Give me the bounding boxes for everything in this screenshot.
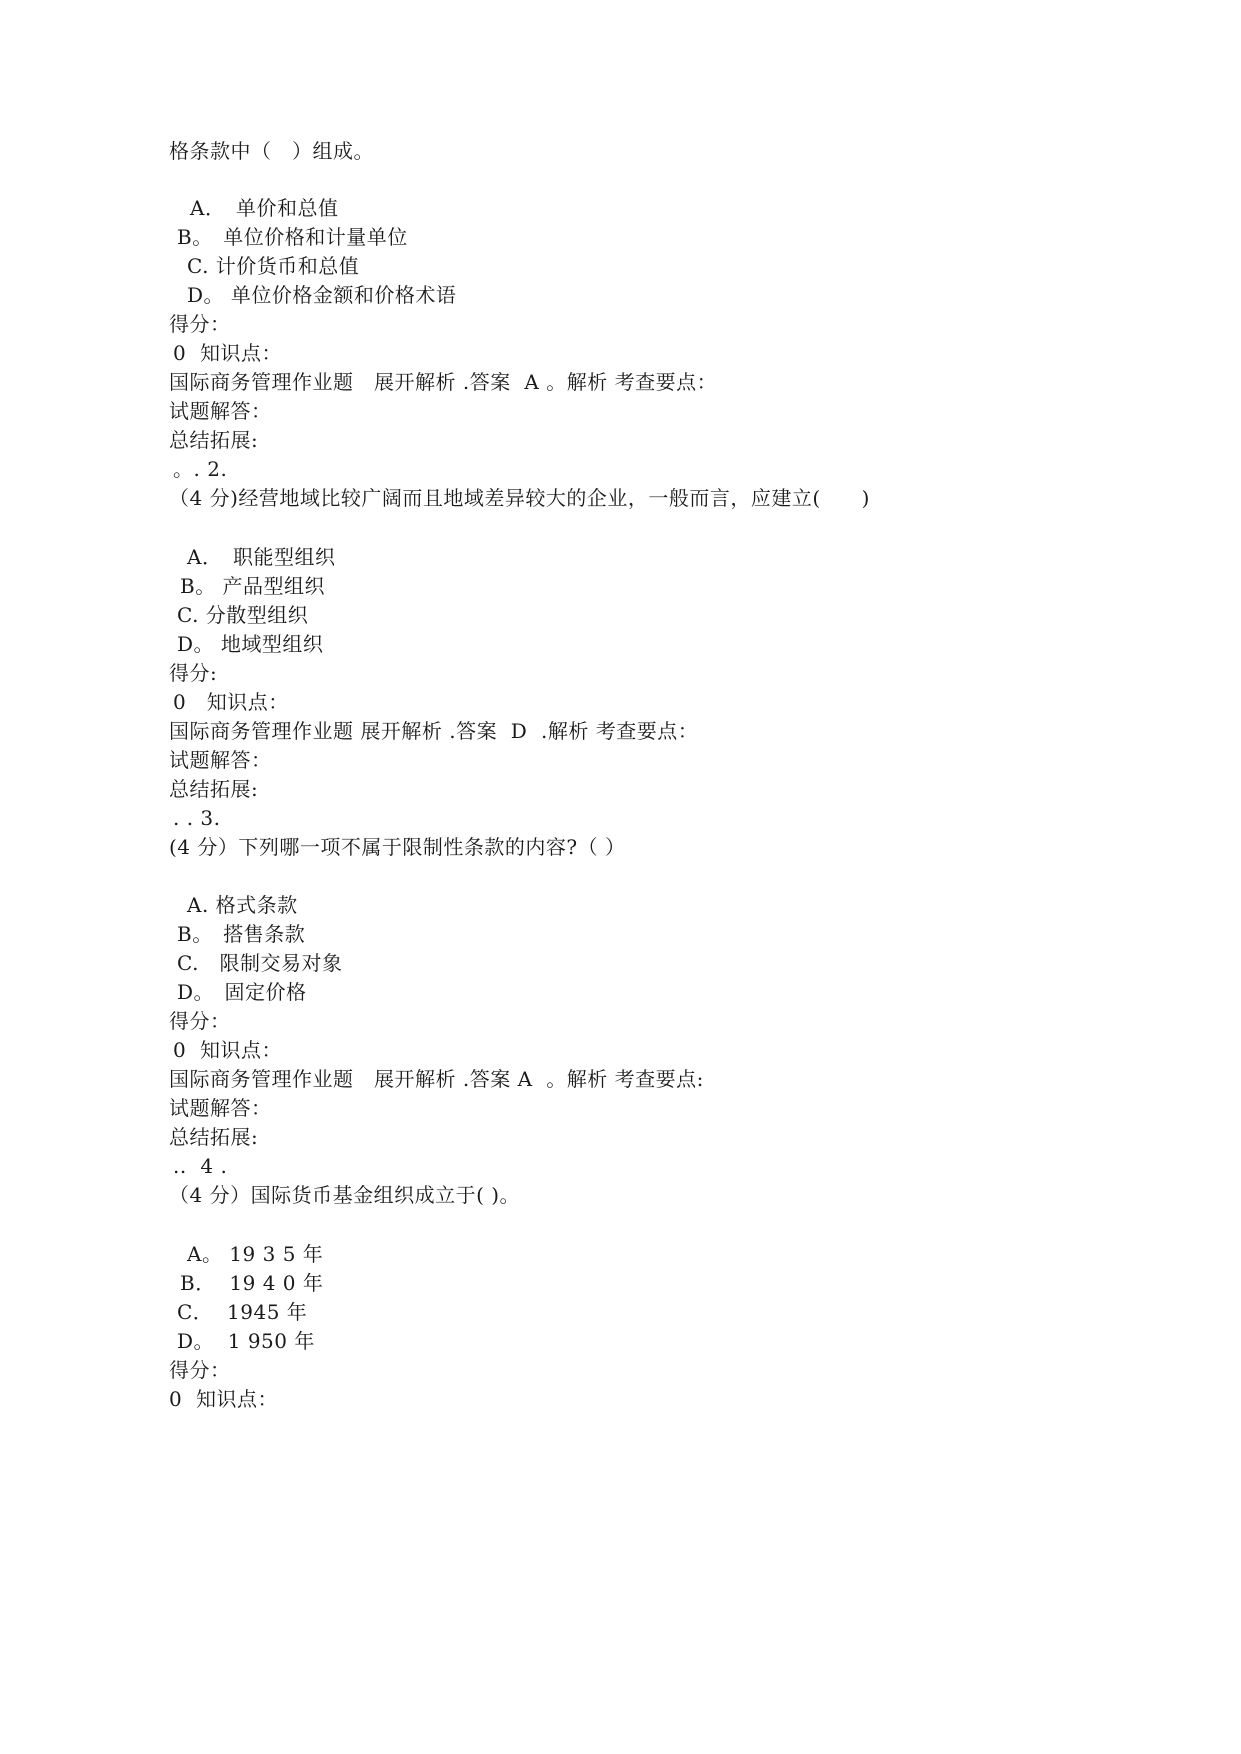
q2-stem: （4 分)经营地域比较广阔而且地域差异较大的企业，一般而言，应建立( ) (169, 486, 870, 510)
q2-score-label: 得分: (169, 661, 218, 685)
q3-answer-line: 国际商务管理作业题 展开解析 .答案 A 。解析 考查要点: (169, 1067, 704, 1091)
q1-solution-label: 试题解答： (169, 399, 272, 423)
q4-option-d: D。 1 950 年 (177, 1329, 315, 1353)
q3-option-c: C. 限制交易对象 (177, 951, 343, 975)
q2-number: 。. 2. (173, 457, 228, 481)
q3-stem: (4 分）下列哪一项不属于限制性条款的内容?（ ） (169, 835, 626, 859)
q1-score-label: 得分： (169, 312, 231, 336)
q4-option-b: B． 19 4 0 年 (180, 1271, 324, 1295)
q4-stem: （4 分）国际货币基金组织成立于( )。 (169, 1183, 521, 1207)
q1-summary-label: 总结拓展: (169, 428, 259, 452)
q4-option-c: C． 1945 年 (177, 1300, 308, 1324)
q1-stem-tail: 格条款中（ ）组成。 (169, 139, 374, 163)
q1-option-c: C. 计价货币和总值 (187, 254, 360, 278)
q3-number: . . 3. (173, 806, 221, 830)
q1-option-b: B。 单位价格和计量单位 (177, 225, 408, 249)
q4-option-a: A。 19 3 5 年 (187, 1242, 324, 1266)
q1-option-a: A． 单价和总值 (190, 196, 339, 220)
q3-summary-label: 总结拓展: (169, 1125, 259, 1149)
q4-number: .. 4 . (173, 1154, 228, 1178)
q1-option-d: D。 单位价格金额和价格术语 (187, 283, 457, 307)
q2-solution-label: 试题解答： (169, 748, 272, 772)
q3-option-b: B。 搭售条款 (177, 922, 306, 946)
q2-knowledge-point: 0 知识点： (173, 690, 289, 714)
q3-solution-label: 试题解答： (169, 1096, 272, 1120)
q3-score-label: 得分： (169, 1009, 231, 1033)
q1-knowledge-point: 0 知识点： (173, 341, 282, 365)
q3-knowledge-point: 0 知识点： (173, 1038, 282, 1062)
q3-option-d: D。 固定价格 (177, 980, 307, 1004)
q2-option-a: A． 职能型组织 (187, 545, 336, 569)
q3-option-a: A. 格式条款 (187, 893, 298, 917)
q1-answer-line: 国际商务管理作业题 展开解析 .答案 A 。解析 考查要点： (169, 370, 718, 394)
q2-summary-label: 总结拓展: (169, 777, 259, 801)
q2-option-d: D。 地域型组织 (177, 632, 324, 656)
q2-option-b: B。 产品型组织 (180, 574, 326, 598)
q2-option-c: C. 分散型组织 (177, 603, 309, 627)
q2-answer-line: 国际商务管理作业题 展开解析 .答案 D .解析 考查要点： (169, 719, 699, 743)
q4-score-label: 得分： (169, 1358, 231, 1382)
q4-knowledge-point: 0 知识点： (169, 1387, 278, 1411)
